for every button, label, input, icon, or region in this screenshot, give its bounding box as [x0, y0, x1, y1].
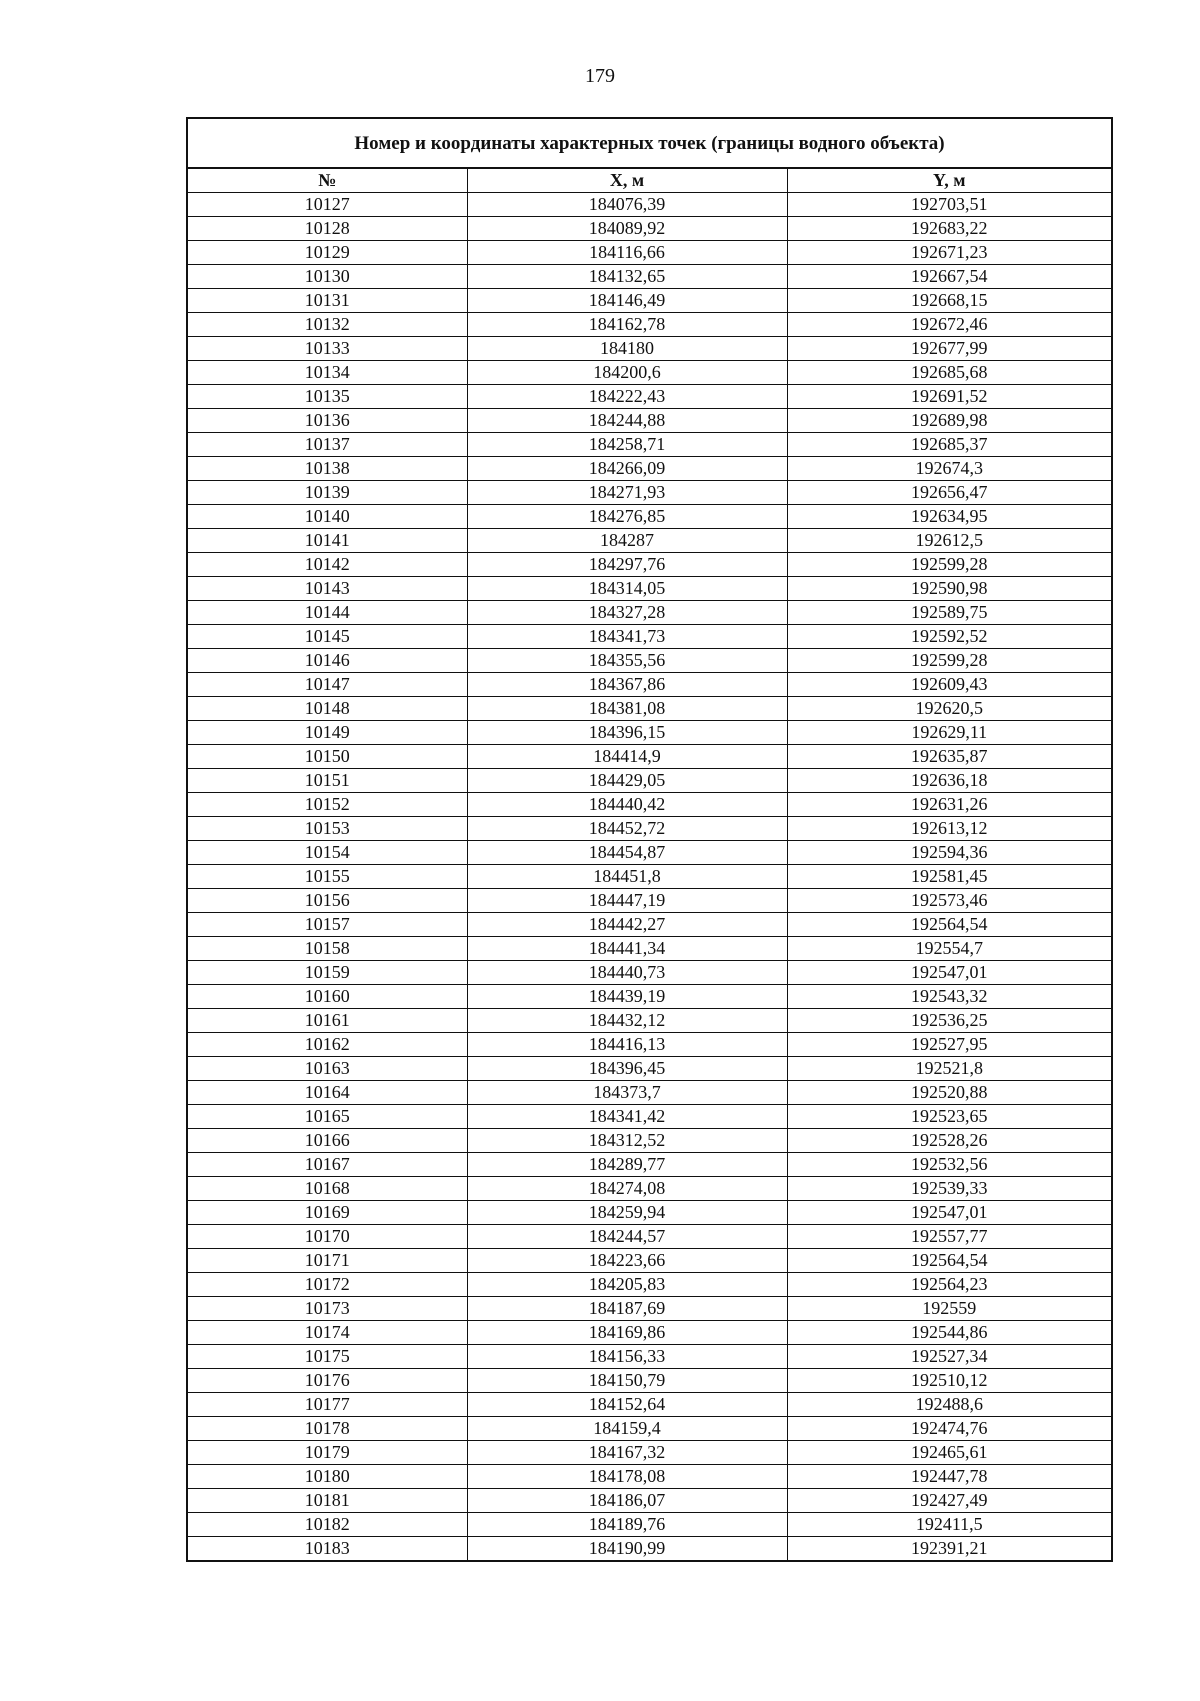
point-number-cell: 10182 [188, 1513, 467, 1537]
table-row [188, 289, 1111, 313]
point-number-cell: 10135 [188, 385, 467, 409]
point-number-cell: 10147 [188, 673, 467, 697]
y-coordinate-cell: 192547,01 [787, 961, 1111, 985]
y-coordinate-cell: 192544,86 [787, 1321, 1111, 1345]
y-coordinate-cell: 192683,22 [787, 217, 1111, 241]
x-coordinate-cell: 184152,64 [467, 1393, 787, 1417]
point-number-cell: 10129 [188, 241, 467, 265]
table-row [188, 457, 1111, 481]
x-coordinate-cell: 184429,05 [467, 769, 787, 793]
point-number-cell: 10151 [188, 769, 467, 793]
x-coordinate-cell: 184076,39 [467, 193, 787, 217]
point-number-cell: 10181 [188, 1489, 467, 1513]
table-row [188, 673, 1111, 697]
point-number-cell: 10136 [188, 409, 467, 433]
table-row [188, 265, 1111, 289]
x-coordinate-cell: 184266,09 [467, 457, 787, 481]
table-row [188, 961, 1111, 985]
point-number-cell: 10161 [188, 1009, 467, 1033]
x-coordinate-cell: 184355,56 [467, 649, 787, 673]
table-row [188, 985, 1111, 1009]
y-coordinate-cell: 192573,46 [787, 889, 1111, 913]
table-row [188, 385, 1111, 409]
point-number-cell: 10142 [188, 553, 467, 577]
x-coordinate-cell: 184244,57 [467, 1225, 787, 1249]
y-coordinate-cell: 192532,56 [787, 1153, 1111, 1177]
point-number-cell: 10152 [188, 793, 467, 817]
table-row [188, 1081, 1111, 1105]
y-coordinate-cell: 192465,61 [787, 1441, 1111, 1465]
table-row [188, 745, 1111, 769]
point-number-cell: 10134 [188, 361, 467, 385]
y-coordinate-cell: 192589,75 [787, 601, 1111, 625]
table-row [188, 553, 1111, 577]
table-row [188, 1537, 1111, 1561]
table-row [188, 481, 1111, 505]
table-row [188, 505, 1111, 529]
point-number-cell: 10183 [188, 1537, 467, 1561]
x-coordinate-cell: 184178,08 [467, 1465, 787, 1489]
x-coordinate-cell: 184162,78 [467, 313, 787, 337]
y-coordinate-cell: 192554,7 [787, 937, 1111, 961]
table-row [188, 937, 1111, 961]
y-coordinate-cell: 192590,98 [787, 577, 1111, 601]
y-coordinate-cell: 192543,32 [787, 985, 1111, 1009]
table-row [188, 1201, 1111, 1225]
point-number-cell: 10127 [188, 193, 467, 217]
point-number-cell: 10179 [188, 1441, 467, 1465]
y-coordinate-cell: 192564,54 [787, 1249, 1111, 1273]
x-coordinate-cell: 184116,66 [467, 241, 787, 265]
point-number-cell: 10153 [188, 817, 467, 841]
y-coordinate-cell: 192547,01 [787, 1201, 1111, 1225]
table-row [188, 1225, 1111, 1249]
y-coordinate-cell: 192474,76 [787, 1417, 1111, 1441]
y-coordinate-cell: 192528,26 [787, 1129, 1111, 1153]
y-coordinate-cell: 192564,54 [787, 913, 1111, 937]
point-number-cell: 10176 [188, 1369, 467, 1393]
x-coordinate-cell: 184341,73 [467, 625, 787, 649]
y-coordinate-cell: 192629,11 [787, 721, 1111, 745]
table-row [188, 697, 1111, 721]
x-coordinate-cell: 184287 [467, 529, 787, 553]
y-coordinate-cell: 192510,12 [787, 1369, 1111, 1393]
x-coordinate-cell: 184156,33 [467, 1345, 787, 1369]
y-coordinate-cell: 192613,12 [787, 817, 1111, 841]
x-coordinate-cell: 184297,76 [467, 553, 787, 577]
point-number-cell: 10180 [188, 1465, 467, 1489]
point-number-cell: 10133 [188, 337, 467, 361]
x-coordinate-cell: 184169,86 [467, 1321, 787, 1345]
point-number-cell: 10155 [188, 865, 467, 889]
y-coordinate-cell: 192677,99 [787, 337, 1111, 361]
point-number-cell: 10137 [188, 433, 467, 457]
y-coordinate-cell: 192674,3 [787, 457, 1111, 481]
y-coordinate-cell: 192668,15 [787, 289, 1111, 313]
point-number-cell: 10168 [188, 1177, 467, 1201]
x-coordinate-cell: 184132,65 [467, 265, 787, 289]
y-coordinate-cell: 192620,5 [787, 697, 1111, 721]
coordinates-table [186, 117, 1113, 1562]
table-row [188, 1417, 1111, 1441]
x-coordinate-cell: 184452,72 [467, 817, 787, 841]
y-coordinate-cell: 192536,25 [787, 1009, 1111, 1033]
table-row [188, 817, 1111, 841]
x-coordinate-cell: 184159,4 [467, 1417, 787, 1441]
table-title: Номер и координаты характерных точек (границы водного объекта) [188, 119, 1111, 169]
x-coordinate-cell: 184341,42 [467, 1105, 787, 1129]
x-coordinate-cell: 184271,93 [467, 481, 787, 505]
point-number-cell: 10138 [188, 457, 467, 481]
point-number-cell: 10130 [188, 265, 467, 289]
y-coordinate-cell: 192636,18 [787, 769, 1111, 793]
table-row [188, 1393, 1111, 1417]
table-row [188, 1033, 1111, 1057]
x-coordinate-cell: 184442,27 [467, 913, 787, 937]
point-number-cell: 10165 [188, 1105, 467, 1129]
point-number-cell: 10148 [188, 697, 467, 721]
table-row [188, 433, 1111, 457]
y-coordinate-cell: 192564,23 [787, 1273, 1111, 1297]
table-row [188, 1249, 1111, 1273]
x-coordinate-cell: 184276,85 [467, 505, 787, 529]
table-row [188, 337, 1111, 361]
point-number-cell: 10158 [188, 937, 467, 961]
point-number-cell: 10156 [188, 889, 467, 913]
table-row [188, 193, 1111, 217]
table-row [188, 625, 1111, 649]
x-coordinate-cell: 184259,94 [467, 1201, 787, 1225]
point-number-cell: 10172 [188, 1273, 467, 1297]
x-coordinate-cell: 184381,08 [467, 697, 787, 721]
table-row [188, 793, 1111, 817]
x-coordinate-cell: 184367,86 [467, 673, 787, 697]
point-number-cell: 10144 [188, 601, 467, 625]
table-row [188, 217, 1111, 241]
table-row [188, 1009, 1111, 1033]
table-row [188, 1129, 1111, 1153]
point-number-cell: 10173 [188, 1297, 467, 1321]
x-coordinate-cell: 184200,6 [467, 361, 787, 385]
x-coordinate-cell: 184205,83 [467, 1273, 787, 1297]
y-coordinate-cell: 192685,37 [787, 433, 1111, 457]
y-coordinate-cell: 192592,52 [787, 625, 1111, 649]
point-number-cell: 10145 [188, 625, 467, 649]
point-number-cell: 10139 [188, 481, 467, 505]
y-coordinate-cell: 192539,33 [787, 1177, 1111, 1201]
coordinates-grid [188, 169, 1111, 1560]
table-row [188, 1057, 1111, 1081]
table-row [188, 361, 1111, 385]
header-x: X, м [467, 169, 787, 193]
table-row [188, 889, 1111, 913]
table-row [188, 409, 1111, 433]
y-coordinate-cell: 192391,21 [787, 1537, 1111, 1561]
point-number-cell: 10154 [188, 841, 467, 865]
x-coordinate-cell: 184396,15 [467, 721, 787, 745]
header-y: Y, м [787, 169, 1111, 193]
y-coordinate-cell: 192631,26 [787, 793, 1111, 817]
table-row [188, 1105, 1111, 1129]
y-coordinate-cell: 192488,6 [787, 1393, 1111, 1417]
table-row [188, 313, 1111, 337]
point-number-cell: 10170 [188, 1225, 467, 1249]
y-coordinate-cell: 192685,68 [787, 361, 1111, 385]
x-coordinate-cell: 184186,07 [467, 1489, 787, 1513]
point-number-cell: 10175 [188, 1345, 467, 1369]
table-row [188, 1273, 1111, 1297]
y-coordinate-cell: 192656,47 [787, 481, 1111, 505]
point-number-cell: 10131 [188, 289, 467, 313]
y-coordinate-cell: 192594,36 [787, 841, 1111, 865]
table-row [188, 721, 1111, 745]
table-row [188, 913, 1111, 937]
x-coordinate-cell: 184189,76 [467, 1513, 787, 1537]
x-coordinate-cell: 184244,88 [467, 409, 787, 433]
x-coordinate-cell: 184327,28 [467, 601, 787, 625]
table-row [188, 1465, 1111, 1489]
x-coordinate-cell: 184439,19 [467, 985, 787, 1009]
y-coordinate-cell: 192427,49 [787, 1489, 1111, 1513]
header-number: № [188, 169, 467, 193]
x-coordinate-cell: 184451,8 [467, 865, 787, 889]
point-number-cell: 10162 [188, 1033, 467, 1057]
y-coordinate-cell: 192703,51 [787, 193, 1111, 217]
table-body [188, 193, 1111, 1561]
y-coordinate-cell: 192667,54 [787, 265, 1111, 289]
point-number-cell: 10146 [188, 649, 467, 673]
y-coordinate-cell: 192671,23 [787, 241, 1111, 265]
y-coordinate-cell: 192581,45 [787, 865, 1111, 889]
x-coordinate-cell: 184190,99 [467, 1537, 787, 1561]
point-number-cell: 10164 [188, 1081, 467, 1105]
x-coordinate-cell: 184414,9 [467, 745, 787, 769]
point-number-cell: 10140 [188, 505, 467, 529]
point-number-cell: 10132 [188, 313, 467, 337]
y-coordinate-cell: 192520,88 [787, 1081, 1111, 1105]
point-number-cell: 10177 [188, 1393, 467, 1417]
x-coordinate-cell: 184274,08 [467, 1177, 787, 1201]
table-row [188, 1345, 1111, 1369]
y-coordinate-cell: 192634,95 [787, 505, 1111, 529]
point-number-cell: 10149 [188, 721, 467, 745]
y-coordinate-cell: 192447,78 [787, 1465, 1111, 1489]
y-coordinate-cell: 192609,43 [787, 673, 1111, 697]
x-coordinate-cell: 184312,52 [467, 1129, 787, 1153]
x-coordinate-cell: 184258,71 [467, 433, 787, 457]
y-coordinate-cell: 192691,52 [787, 385, 1111, 409]
point-number-cell: 10160 [188, 985, 467, 1009]
table-row [188, 529, 1111, 553]
point-number-cell: 10128 [188, 217, 467, 241]
x-coordinate-cell: 184314,05 [467, 577, 787, 601]
point-number-cell: 10150 [188, 745, 467, 769]
y-coordinate-cell: 192411,5 [787, 1513, 1111, 1537]
x-coordinate-cell: 184150,79 [467, 1369, 787, 1393]
table-row [188, 841, 1111, 865]
x-coordinate-cell: 184167,32 [467, 1441, 787, 1465]
table-row [188, 649, 1111, 673]
x-coordinate-cell: 184222,43 [467, 385, 787, 409]
point-number-cell: 10141 [188, 529, 467, 553]
point-number-cell: 10166 [188, 1129, 467, 1153]
point-number-cell: 10178 [188, 1417, 467, 1441]
x-coordinate-cell: 184432,12 [467, 1009, 787, 1033]
y-coordinate-cell: 192689,98 [787, 409, 1111, 433]
x-coordinate-cell: 184187,69 [467, 1297, 787, 1321]
table-row [188, 1513, 1111, 1537]
y-coordinate-cell: 192527,34 [787, 1345, 1111, 1369]
x-coordinate-cell: 184089,92 [467, 217, 787, 241]
x-coordinate-cell: 184454,87 [467, 841, 787, 865]
point-number-cell: 10174 [188, 1321, 467, 1345]
table-row [188, 1489, 1111, 1513]
x-coordinate-cell: 184146,49 [467, 289, 787, 313]
table-row [188, 1297, 1111, 1321]
x-coordinate-cell: 184440,73 [467, 961, 787, 985]
y-coordinate-cell: 192559 [787, 1297, 1111, 1321]
x-coordinate-cell: 184441,34 [467, 937, 787, 961]
y-coordinate-cell: 192527,95 [787, 1033, 1111, 1057]
table-row [188, 577, 1111, 601]
x-coordinate-cell: 184416,13 [467, 1033, 787, 1057]
x-coordinate-cell: 184289,77 [467, 1153, 787, 1177]
page-number: 179 [585, 65, 615, 87]
x-coordinate-cell: 184373,7 [467, 1081, 787, 1105]
table-row [188, 865, 1111, 889]
point-number-cell: 10163 [188, 1057, 467, 1081]
y-coordinate-cell: 192612,5 [787, 529, 1111, 553]
point-number-cell: 10157 [188, 913, 467, 937]
header-row [188, 169, 1111, 193]
y-coordinate-cell: 192635,87 [787, 745, 1111, 769]
y-coordinate-cell: 192599,28 [787, 553, 1111, 577]
table-row [188, 1369, 1111, 1393]
table-row [188, 1153, 1111, 1177]
y-coordinate-cell: 192521,8 [787, 1057, 1111, 1081]
table-row [188, 1441, 1111, 1465]
table-row [188, 1177, 1111, 1201]
y-coordinate-cell: 192523,65 [787, 1105, 1111, 1129]
point-number-cell: 10169 [188, 1201, 467, 1225]
point-number-cell: 10159 [188, 961, 467, 985]
x-coordinate-cell: 184396,45 [467, 1057, 787, 1081]
x-coordinate-cell: 184447,19 [467, 889, 787, 913]
point-number-cell: 10167 [188, 1153, 467, 1177]
y-coordinate-cell: 192672,46 [787, 313, 1111, 337]
table-row [188, 601, 1111, 625]
point-number-cell: 10171 [188, 1249, 467, 1273]
table-row [188, 1321, 1111, 1345]
y-coordinate-cell: 192557,77 [787, 1225, 1111, 1249]
point-number-cell: 10143 [188, 577, 467, 601]
y-coordinate-cell: 192599,28 [787, 649, 1111, 673]
x-coordinate-cell: 184440,42 [467, 793, 787, 817]
table-row [188, 769, 1111, 793]
table-row [188, 241, 1111, 265]
x-coordinate-cell: 184223,66 [467, 1249, 787, 1273]
x-coordinate-cell: 184180 [467, 337, 787, 361]
